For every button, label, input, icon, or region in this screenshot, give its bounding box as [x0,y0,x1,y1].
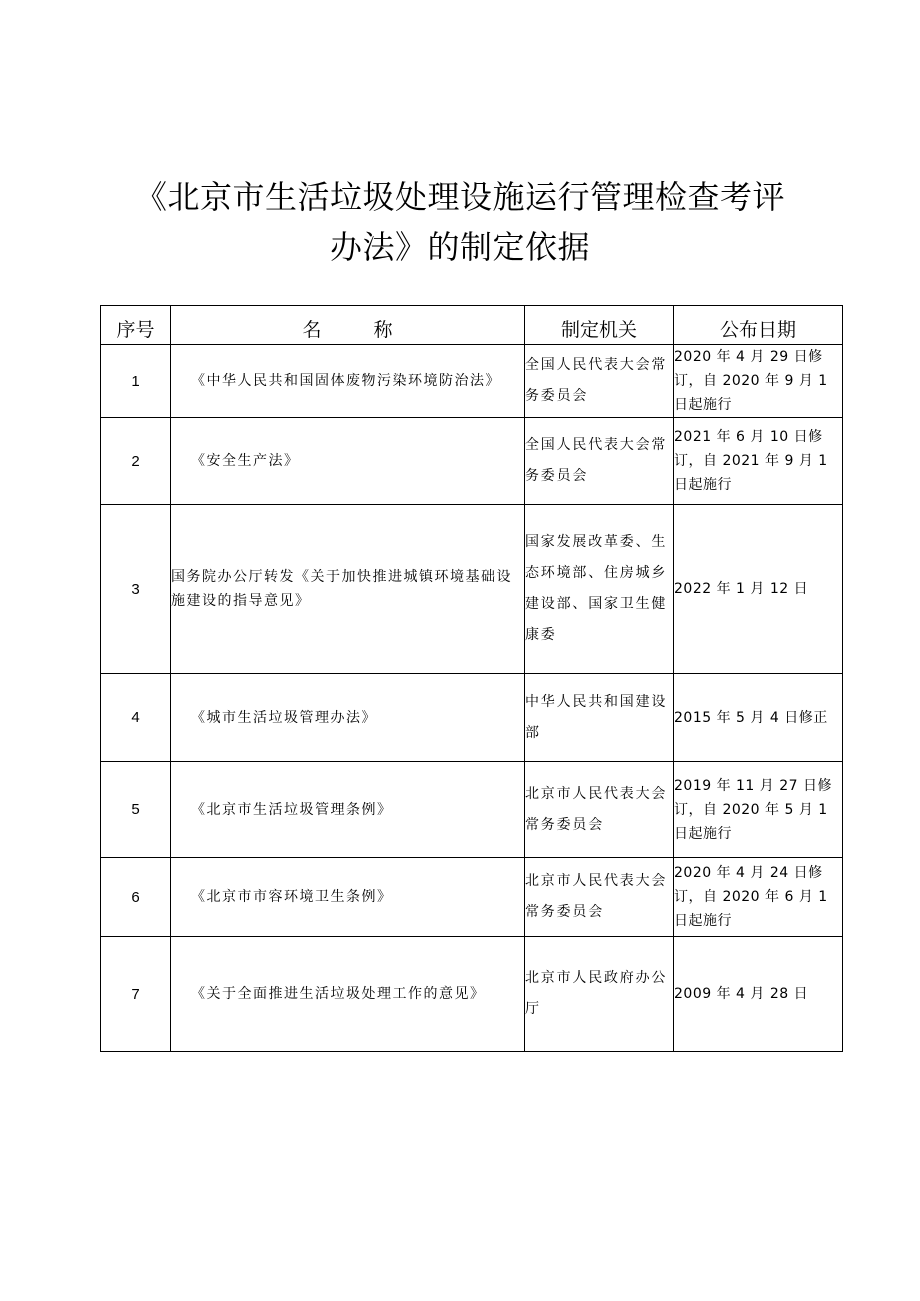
row-date: 2022 年 1 月 12 日 [674,505,843,674]
row-date: 2020 年 4 月 24 日修订，自 2020 年 6 月 1 日起施行 [674,858,843,937]
row-date: 2019 年 11 月 27 日修订，自 2020 年 5 月 1 日起施行 [674,762,843,858]
table-header-row [101,306,843,345]
row-name [171,762,525,858]
header-org: 制定机关 [525,306,674,345]
row-name-text: 国务院办公厅转发《关于加快推进城镇环境基础设施建设的指导意见》 [171,569,512,609]
row-name-text: 《安全生产法》 [191,453,300,469]
row-org: 全国人民代表大会常务委员会 [525,418,674,505]
document-title-line-1: 《北京市生活垃圾处理设施运行管理检查考评 [134,178,785,216]
row-name [171,505,525,674]
row-no: 3 [101,505,171,674]
row-org: 中华人民共和国建设部 [525,674,674,762]
row-name [171,937,525,1052]
row-date: 2020 年 4 月 29 日修订，自 2020 年 9 月 1 日起施行 [674,345,843,418]
row-name-text: 《中华人民共和国固体废物污染环境防治法》 [191,373,501,389]
row-name-text: 《北京市市容环境卫生条例》 [191,889,393,905]
row-no: 4 [101,674,171,762]
row-date: 2009 年 4 月 28 日 [674,937,843,1052]
table-row [101,937,843,1052]
row-name-text: 《关于全面推进生活垃圾处理工作的意见》 [191,986,486,1002]
header-date: 公布日期 [674,306,843,345]
table-row [101,674,843,762]
document-title [0,172,920,272]
row-name [171,418,525,505]
table-row [101,345,843,418]
header-name-label: 名称 [302,319,445,341]
row-org: 全国人民代表大会常务委员会 [525,345,674,418]
row-date: 2015 年 5 月 4 日修正 [674,674,843,762]
row-no: 6 [101,858,171,937]
row-name-text: 《北京市生活垃圾管理条例》 [191,801,393,818]
document-title-line-2: 办法》的制定依据 [329,228,590,266]
row-org: 国家发展改革委、生态环境部、住房城乡建设部、国家卫生健康委 [525,505,674,674]
header-name [171,306,525,345]
row-no: 1 [101,345,171,418]
row-org: 北京市人民代表大会常务委员会 [525,858,674,937]
table-row [101,858,843,937]
row-no: 7 [101,937,171,1052]
row-name-text: 《城市生活垃圾管理办法》 [191,709,377,726]
header-no: 序号 [101,306,171,345]
row-name [171,345,525,418]
row-no: 5 [101,762,171,858]
row-date: 2021 年 6 月 10 日修订，自 2021 年 9 月 1 日起施行 [674,418,843,505]
row-org: 北京市人民代表大会常务委员会 [525,762,674,858]
table-row [101,418,843,505]
table-row [101,505,843,674]
row-name [171,674,525,762]
row-name [171,858,525,937]
basis-table [100,305,843,1052]
row-org: 北京市人民政府办公厅 [525,937,674,1052]
row-no: 2 [101,418,171,505]
table-row [101,762,843,858]
